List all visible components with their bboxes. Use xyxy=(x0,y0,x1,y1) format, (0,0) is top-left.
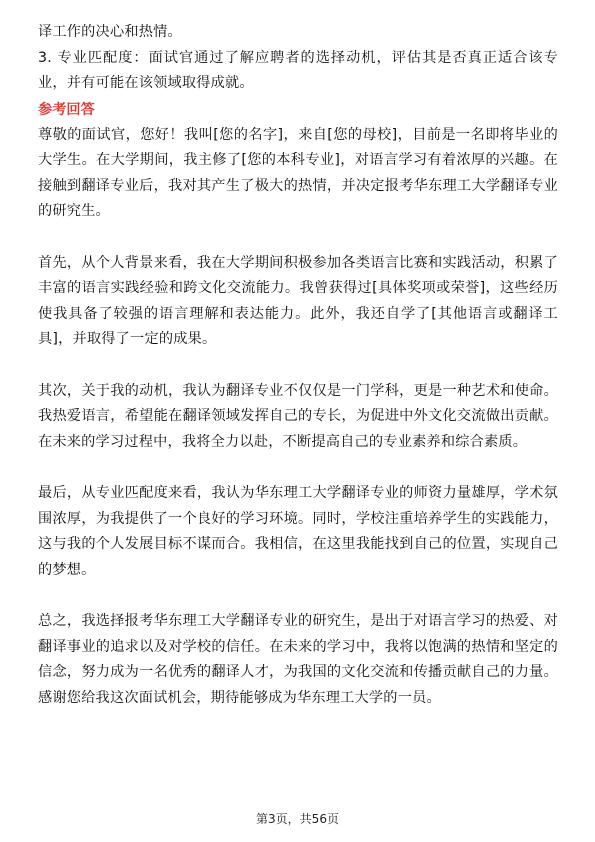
paragraph-spacer xyxy=(38,583,558,609)
intro-line-1: 译工作的决心和热情。 xyxy=(38,24,182,40)
paragraph-spacer xyxy=(38,225,558,251)
paragraph-spacer xyxy=(38,353,558,379)
answer-paragraph-background: 首先，从个人背景来看，我在大学期间积极参加各类语言比赛和实践活动，积累了丰富的语言实践经验和跨文化交流能力。我曾获得过[具体奖项或荣誉]，这些经历使我具备了较强的语言理解和表达能力。此外，我还自学了[其他语言或翻译工具]，并取得了一定的成果。 xyxy=(38,254,558,347)
answer-paragraph-fit: 最后，从专业匹配度来看，我认为华东理工大学翻译专业的师资力量雄厚，学术氛围浓厚，为我提供了一个良好的学习环境。同时，学校注重培养学生的实践能力，这与我的个人发展目标不谋而合。我相信，在这里我能找到自己的位置，实现自己的梦想。 xyxy=(38,485,558,578)
answer-paragraph-motivation: 其次，关于我的动机，我认为翻译专业不仅仅是一门学科，更是一种艺术和使命。我热爱语言，希望能在翻译领域发挥自己的专长，为促进中外文化交流做出贡献。在未来的学习过程中，我将全力以赴，不断提高自己的专业素养和综合素质。 xyxy=(38,382,558,450)
page-number: 第3页，共56页 xyxy=(256,812,339,826)
page-content xyxy=(38,20,558,711)
paragraph-spacer xyxy=(38,455,558,481)
answer-paragraph-conclusion: 总之，我选择报考华东理工大学翻译专业的研究生，是出于对语言学习的热爱、对翻译事业的追求以及对学校的信任。在未来的学习中，我将以饱满的热情和坚定的信念，努力成为一名优秀的翻译人才，为我国的文化交流和传播贡献自己的力量。感谢您给我这次面试机会，期待能够成为华东理工大学的一员。 xyxy=(38,613,558,706)
answer-heading: 参考回答 xyxy=(38,101,95,118)
answer-paragraph-intro: 尊敬的面试官，您好！我叫[您的名字]，来自[您的母校]，目前是一名即将毕业的大学生。在大学期间，我主修了[您的本科专业]，对语言学习有着浓厚的兴趣。在接触到翻译专业后，我对其产生了极大的热情，并决定报考华东理工大学翻译专业的研究生。 xyxy=(38,126,558,219)
intro-point-3: 3. 专业匹配度：面试官通过了解应聘者的选择动机，评估其是否真正适合该专业，并有可能在该领域取得成就。 xyxy=(38,49,558,91)
